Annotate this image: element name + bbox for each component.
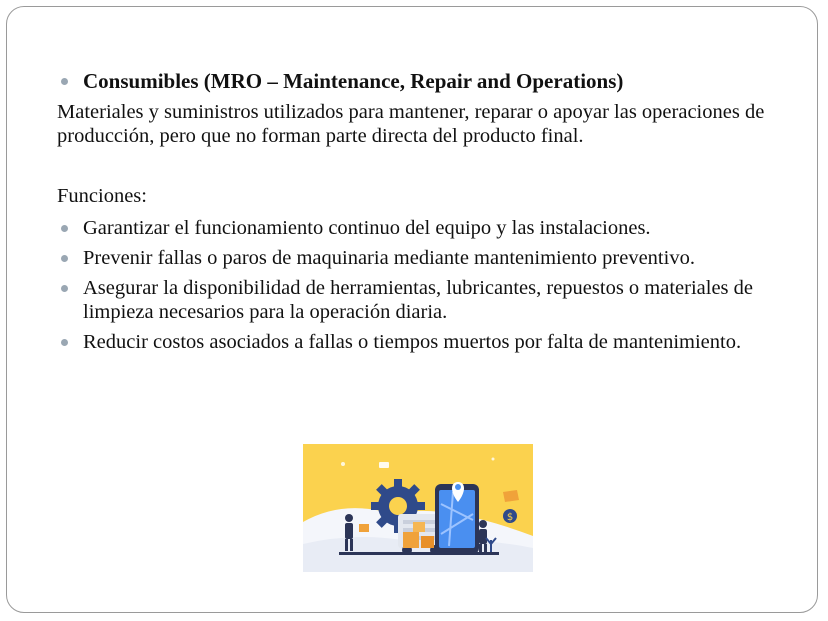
svg-text:$: $: [506, 512, 514, 523]
bullet-icon: [61, 285, 68, 292]
bullet-icon: [61, 225, 68, 232]
functions-label: Funciones:: [57, 185, 147, 207]
dollar-icon: [503, 509, 517, 523]
heading-row: [57, 69, 767, 94]
description-text: Materiales y suministros utilizados para mantener, reparar o apoyar las operaciones de producción, pero que no forman parte directa del producto final.: [57, 101, 765, 147]
list-item: [57, 216, 767, 240]
list-item: [57, 276, 767, 324]
section-heading: Consumibles (MRO – Maintenance, Repair and Operations): [83, 69, 624, 93]
bullet-icon: [61, 255, 68, 262]
functions-list: [57, 216, 767, 354]
bullet-icon: [61, 78, 68, 85]
list-item-text: Prevenir fallas o paros de maquinaria mediante mantenimiento preventivo.: [83, 247, 695, 269]
list-item: [57, 246, 767, 270]
bullet-icon: [61, 339, 68, 346]
slide-content: [57, 69, 767, 354]
illustration-svg: [303, 444, 533, 572]
list-item-text: Asegurar la disponibilidad de herramientas, lubricantes, repuestos o materiales de limpieza necesarios para la operación diaria.: [83, 277, 754, 323]
mro-illustration: [303, 444, 533, 572]
list-item-text: Reducir costos asociados a fallas o tiempos muertos por falta de mantenimiento.: [83, 331, 742, 353]
list-item: [57, 330, 767, 354]
list-item-text: Garantizar el funcionamiento continuo del equipo y las instalaciones.: [83, 217, 651, 239]
